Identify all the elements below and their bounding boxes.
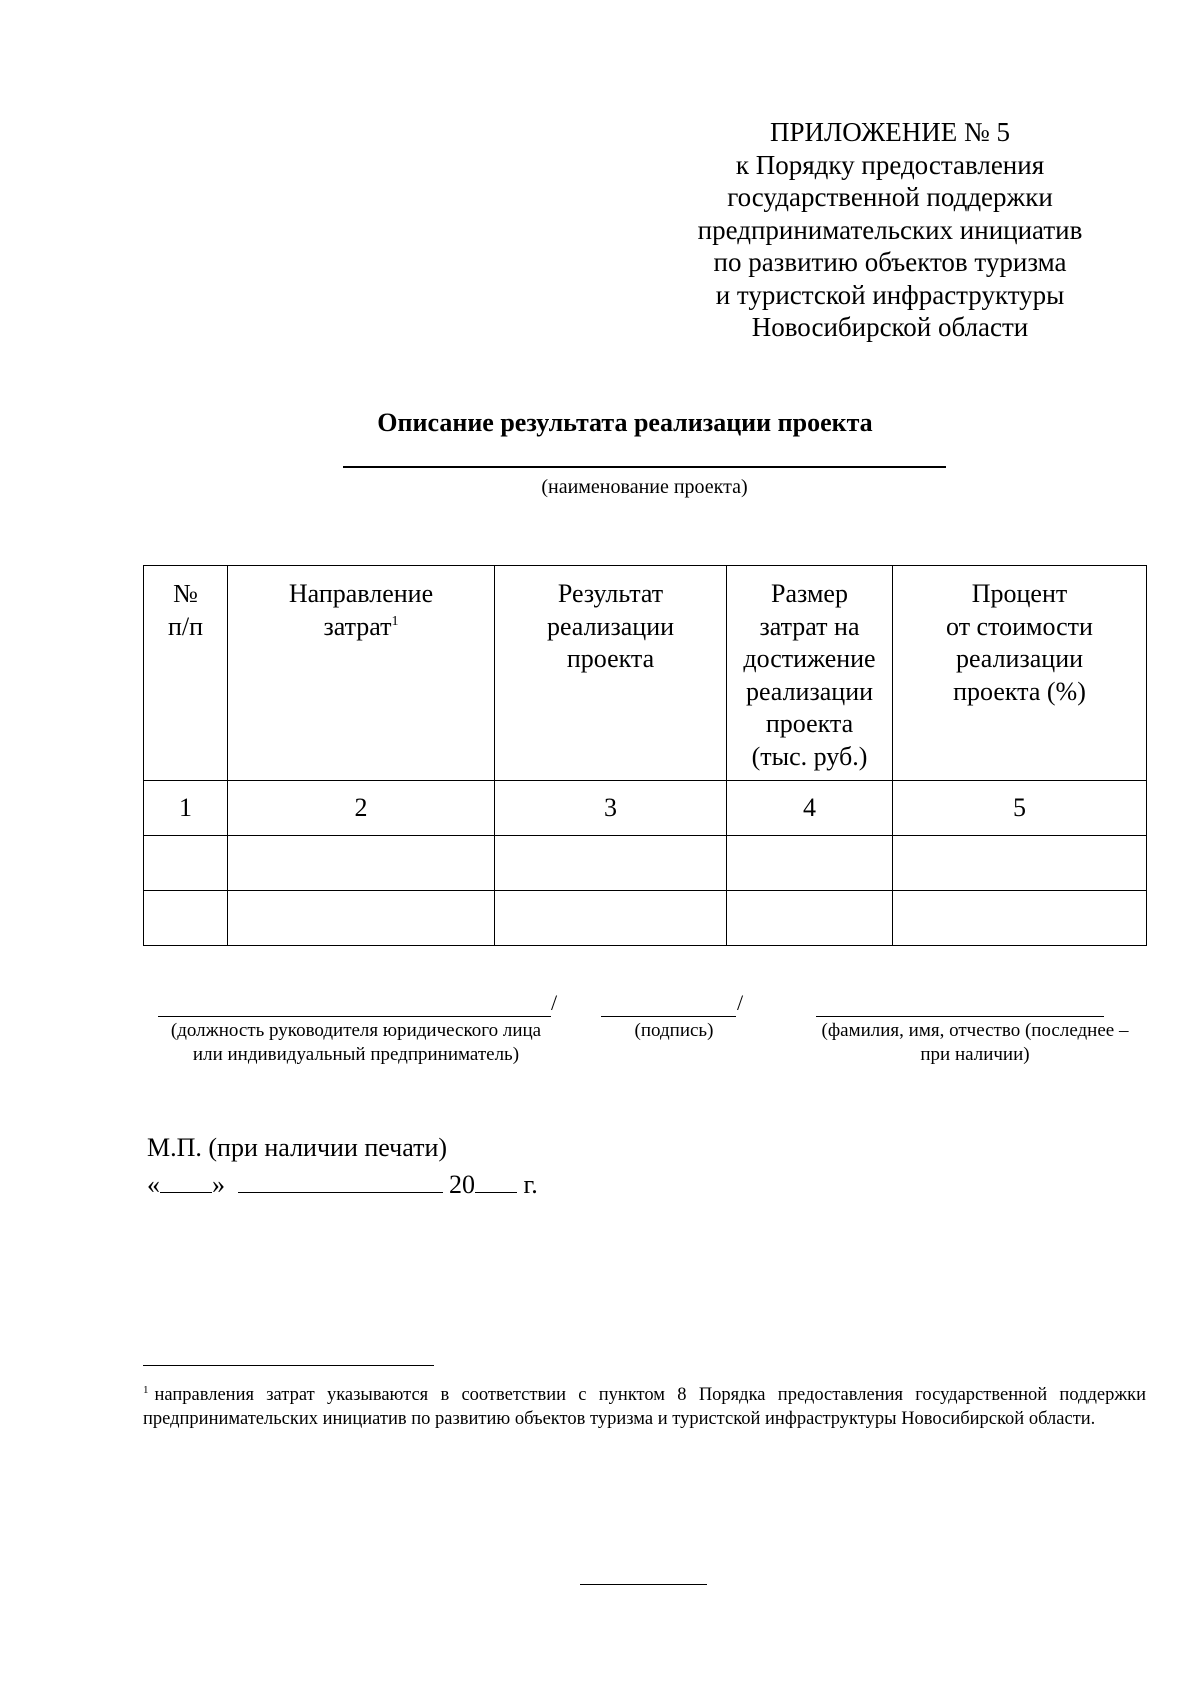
column-number: 5 xyxy=(893,781,1147,836)
header-cell-cost-direction xyxy=(228,566,495,781)
header-line: проекта xyxy=(765,709,854,738)
header-cell-number xyxy=(144,566,228,781)
appendix-line: и туристской инфраструктуры xyxy=(715,279,1065,310)
table-header-row xyxy=(144,566,1147,781)
header-line: проекта (%) xyxy=(953,676,1086,706)
header-line: реализации xyxy=(546,611,675,641)
position-caption xyxy=(150,1019,562,1067)
bottom-separator-line xyxy=(580,1584,707,1585)
header-line: Процент xyxy=(971,579,1068,608)
header-cell-result xyxy=(495,566,727,781)
day-blank[interactable] xyxy=(160,1166,212,1193)
footnote-text: направления затрат указываются в соответствии с пунктом 8 Порядка предоставления государственной поддержки предпринимательских инициатив по развитию объектов туризма и туристской инфраструктуры Новосибирской области. xyxy=(143,1385,1146,1429)
results-table xyxy=(143,565,1147,946)
appendix-line: ПРИЛОЖЕНИЕ № 5 xyxy=(769,117,1011,147)
column-number-row xyxy=(144,781,1147,836)
quote-close: » xyxy=(212,1170,225,1199)
table-cell[interactable] xyxy=(727,891,893,946)
project-name-caption: (наименование проекта) xyxy=(541,476,748,498)
table-cell[interactable] xyxy=(144,891,228,946)
caption-line: (должность руководителя юридического лица xyxy=(170,1020,542,1041)
table-cell[interactable] xyxy=(228,891,495,946)
footnote-number: 1 xyxy=(143,1384,149,1396)
header-line: № xyxy=(173,579,198,608)
table-cell[interactable] xyxy=(495,836,727,891)
appendix-line: предпринимательских инициатив xyxy=(697,214,1083,245)
full-name-line[interactable] xyxy=(816,1016,1104,1017)
month-blank[interactable] xyxy=(238,1166,443,1193)
year-blank[interactable] xyxy=(475,1166,517,1193)
header-line: проекта xyxy=(566,644,655,673)
quote-open: « xyxy=(147,1170,160,1199)
header-line: Направление xyxy=(288,579,434,608)
column-number: 4 xyxy=(727,781,893,836)
footnote-rule xyxy=(143,1365,434,1366)
caption-line: (фамилия, имя, отчество (последнее – xyxy=(821,1020,1129,1041)
separator-slash: / xyxy=(551,990,558,1015)
table-cell[interactable] xyxy=(893,836,1147,891)
caption-line: при наличии) xyxy=(920,1044,1030,1065)
table-cell[interactable] xyxy=(893,891,1147,946)
table-cell[interactable] xyxy=(144,836,228,891)
date-row xyxy=(147,1166,538,1200)
table-row xyxy=(144,891,1147,946)
footnote-mark: 1 xyxy=(391,613,399,629)
column-number: 2 xyxy=(228,781,495,836)
appendix-line: к Порядку предоставления xyxy=(735,149,1045,180)
header-cell-cost-amount xyxy=(727,566,893,781)
header-line: (тыс. руб.) xyxy=(751,741,868,771)
header-line: Размер xyxy=(771,579,848,608)
header-line: от стоимости xyxy=(946,611,1093,641)
stamp-label: М.П. (при наличии печати) xyxy=(147,1133,448,1162)
full-name-caption xyxy=(780,1019,1170,1067)
header-line-text: затрат xyxy=(323,611,392,641)
year-prefix: 20 xyxy=(449,1170,475,1199)
appendix-line: по развитию объектов туризма xyxy=(713,247,1067,277)
appendix-header xyxy=(640,116,1140,344)
header-line: Результат xyxy=(557,579,664,608)
separator-slash: / xyxy=(737,990,744,1015)
column-number: 1 xyxy=(144,781,228,836)
header-line: реализации xyxy=(955,644,1084,673)
header-line: п/п xyxy=(167,611,204,641)
table-cell[interactable] xyxy=(495,891,727,946)
signature-caption: (подпись) xyxy=(634,1020,714,1041)
appendix-line: государственной поддержки xyxy=(727,182,1053,212)
year-suffix: г. xyxy=(523,1170,538,1199)
header-line: затрат на xyxy=(759,611,860,641)
column-number: 3 xyxy=(495,781,727,836)
position-signature-line[interactable] xyxy=(158,1016,551,1017)
caption-line: или индивидуальный предприниматель) xyxy=(192,1044,520,1065)
header-line: реализации xyxy=(745,676,874,706)
header-cell-percent xyxy=(893,566,1147,781)
header-line: достижение xyxy=(743,644,876,673)
footnote xyxy=(143,1383,1146,1431)
header-line xyxy=(228,611,494,644)
project-name-line xyxy=(343,466,946,468)
table-cell[interactable] xyxy=(727,836,893,891)
appendix-line: Новосибирской области xyxy=(751,312,1029,342)
signature-line[interactable] xyxy=(601,1016,736,1017)
table-row xyxy=(144,836,1147,891)
document-title: Описание результата реализации проекта xyxy=(377,408,873,437)
table-cell[interactable] xyxy=(228,836,495,891)
